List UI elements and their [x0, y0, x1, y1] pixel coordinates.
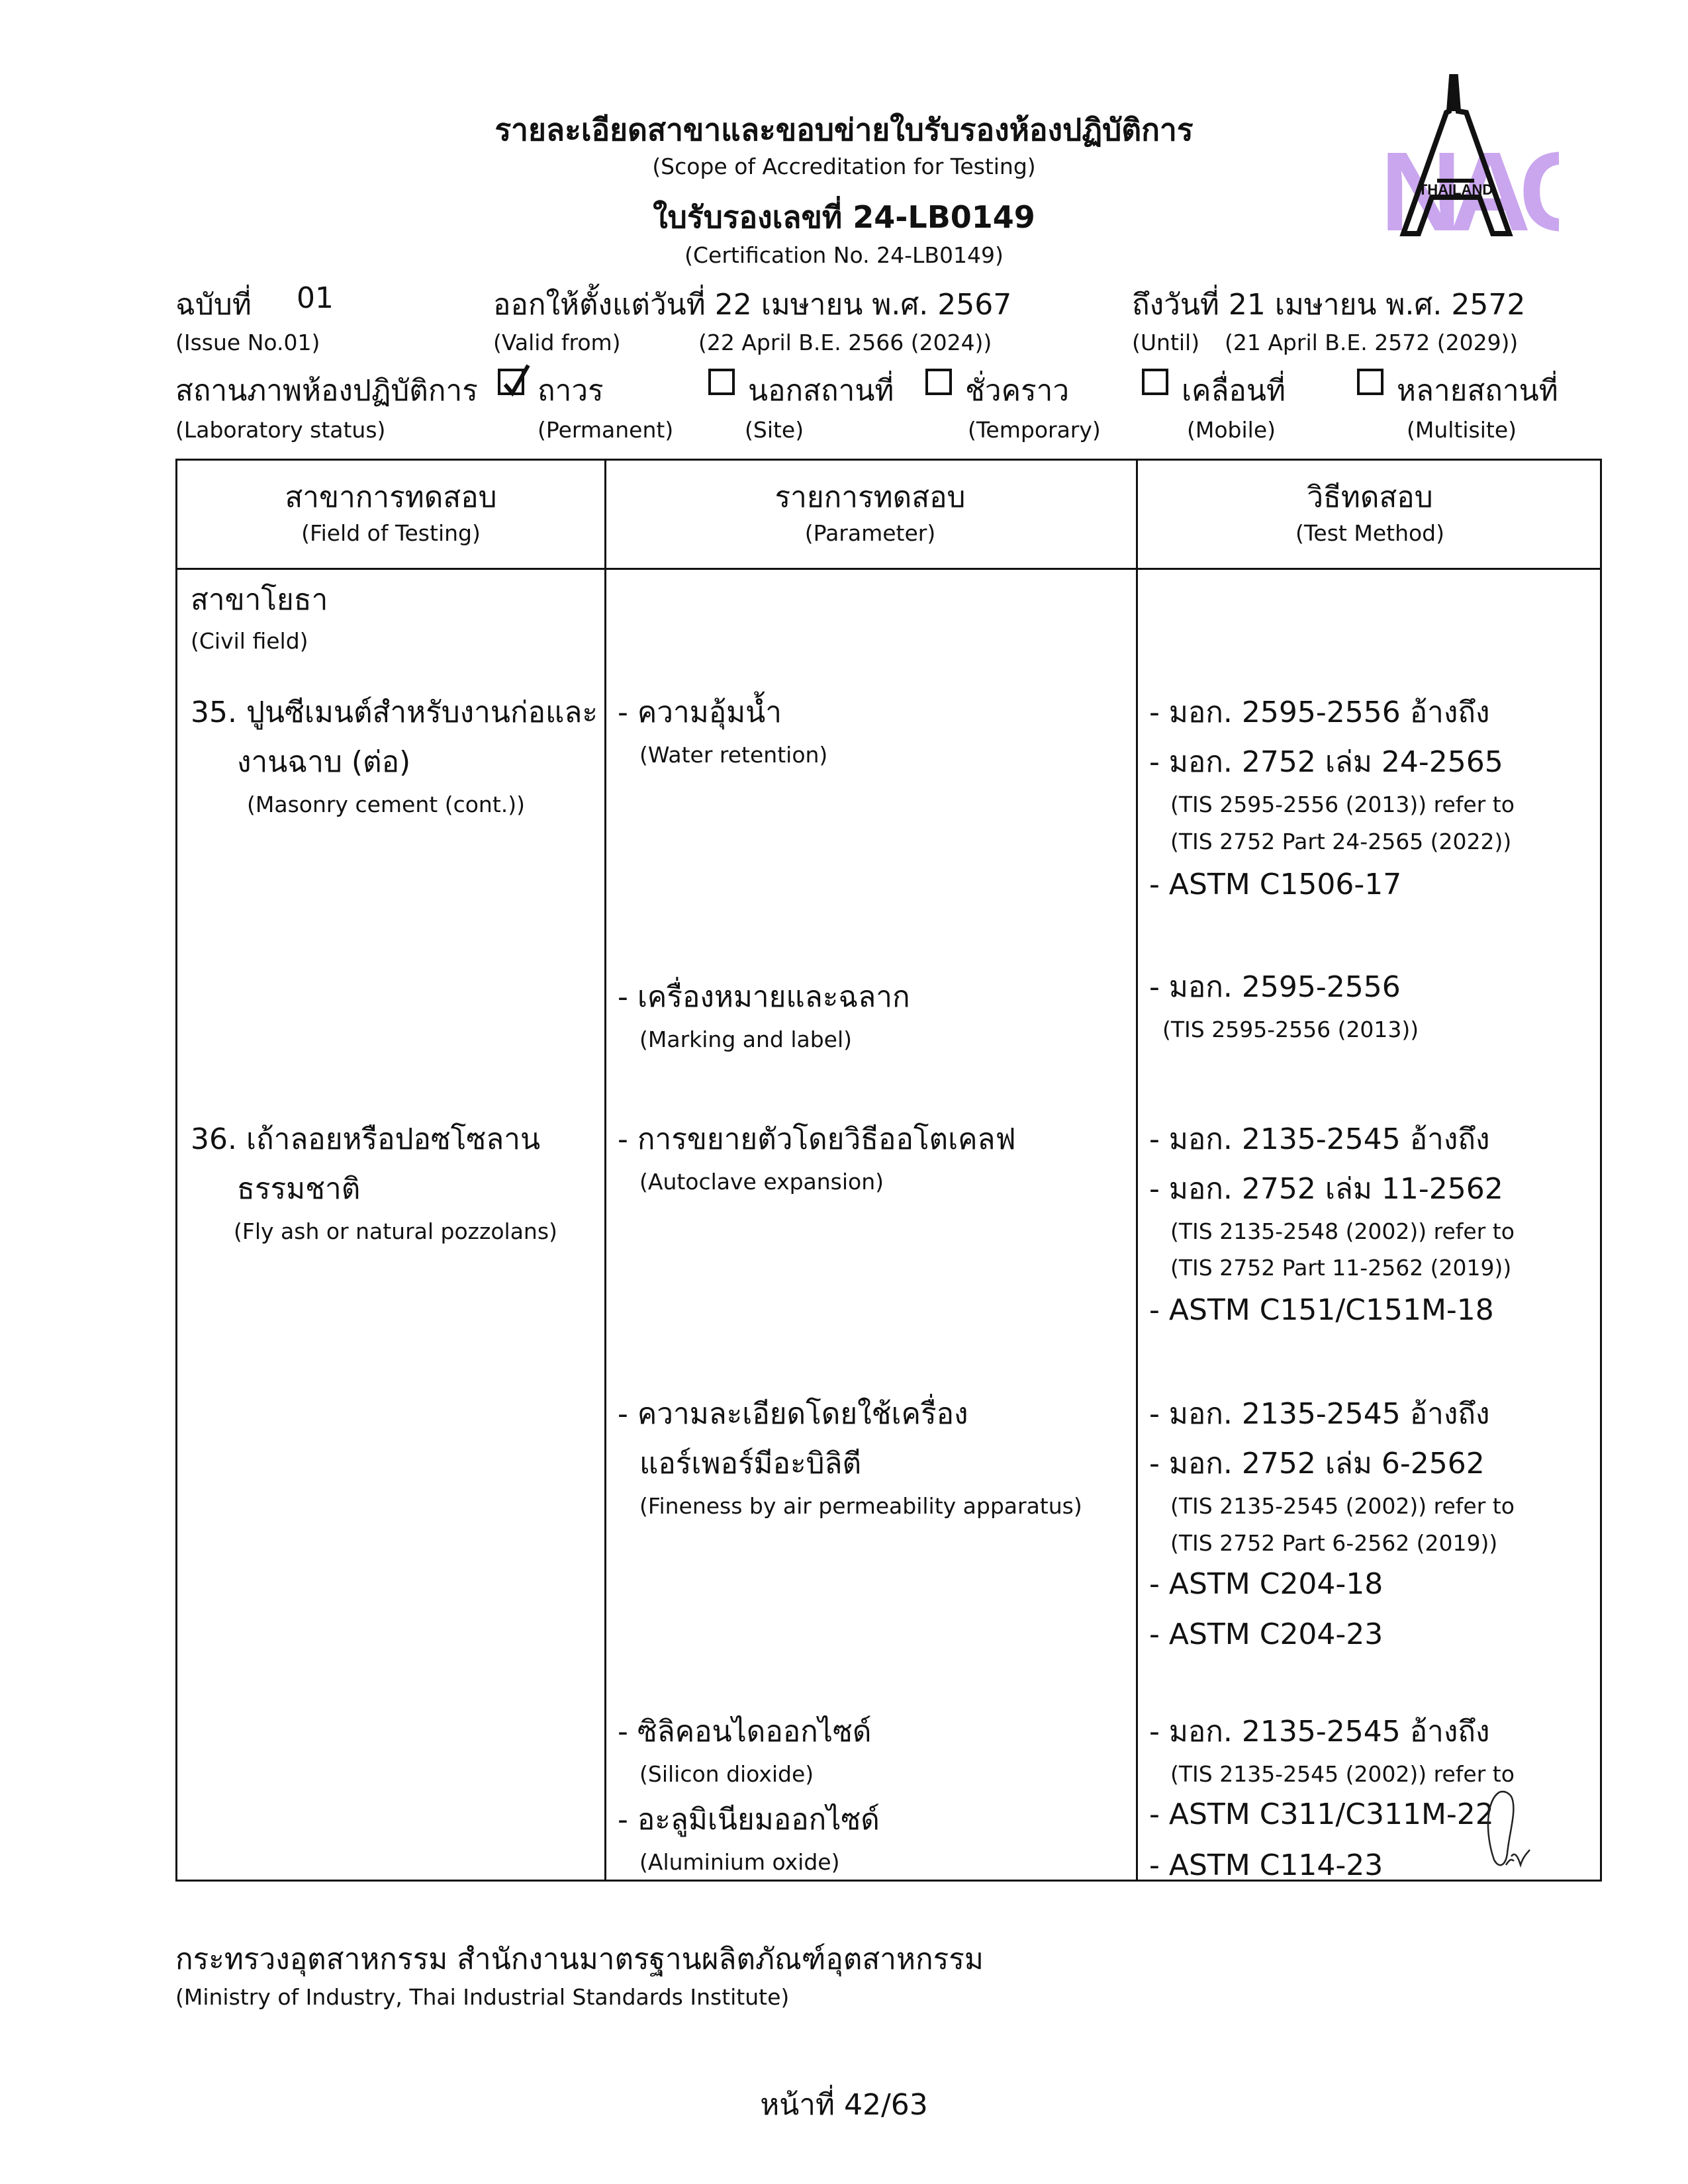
footer-ministry: กระทรวงอุตสาหกรรม สำนักงานมาตรฐานผลิตภัณฑ์อุตสาหกรรม — [175, 1942, 984, 1976]
column-divider — [1136, 461, 1138, 1880]
method-ref: (TIS 2752 Part 6-2562 (2019)) — [1170, 1530, 1498, 1556]
param-autoclave: - การขยายตัวโดยวิธีออโตเคลฟ — [618, 1122, 1016, 1156]
until-label-en: (Until) — [1132, 330, 1200, 355]
document-title-en: (Scope of Accreditation for Testing) — [652, 154, 1036, 179]
valid-from-label-en: (Valid from) — [493, 330, 621, 355]
valid-from-th: ออกให้ตั้งแต่วันที่ 22 เมษายน พ.ศ. 2567 — [493, 288, 1012, 322]
certificate-number-en: (Certification No. 24-LB0149) — [684, 242, 1004, 268]
check-icon — [502, 363, 535, 400]
header-field-en: (Field of Testing) — [301, 520, 481, 546]
item-35-title-en: (Masonry cement (cont.)) — [247, 792, 525, 817]
status-mobile: เคลื่อนที่ — [1182, 374, 1286, 408]
certificate-number: ใบรับรองเลขที่ 24-LB0149 — [653, 199, 1035, 235]
param-marking-label-en: (Marking and label) — [639, 1026, 853, 1052]
valid-from-en: (22 April B.E. 2566 (2024)) — [698, 330, 992, 355]
svg-text:NAC: NA — [1380, 129, 1519, 244]
mobile-checkbox[interactable] — [1142, 369, 1168, 395]
status-multisite: หลายสถานที่ — [1397, 374, 1558, 408]
status-permanent-en: (Permanent) — [538, 417, 674, 443]
until-th: ถึงวันที่ 21 เมษายน พ.ศ. 2572 — [1132, 288, 1526, 322]
param-fineness-en: (Fineness by air permeability apparatus) — [639, 1493, 1082, 1519]
method-ref: (TIS 2135-2545 (2002)) refer to — [1170, 1761, 1515, 1787]
method-ref: (TIS 2135-2548 (2002)) refer to — [1170, 1218, 1515, 1244]
issue-label-en: (Issue No.01) — [175, 330, 320, 355]
method-ref: (TIS 2595-2556 (2013)) — [1162, 1017, 1419, 1042]
permanent-checkbox[interactable] — [498, 369, 524, 395]
item-36-title-cont: ธรรมชาติ — [237, 1172, 361, 1206]
method-line: - ASTM C204-23 — [1149, 1617, 1383, 1651]
param-autoclave-en: (Autoclave expansion) — [639, 1169, 884, 1195]
status-multisite-en: (Multisite) — [1407, 417, 1517, 443]
method-line: - มอก. 2595-2556 อ้างถึง — [1149, 696, 1490, 729]
nac-thailand-logo — [1380, 71, 1559, 244]
column-divider — [604, 461, 606, 1880]
method-line: - ASTM C1506-17 — [1149, 868, 1402, 901]
item-35-title: 35. ปูนซีเมนต์สำหรับงานก่อและ — [191, 696, 598, 729]
method-line: - มอก. 2752 เล่ม 6-2562 — [1149, 1447, 1485, 1480]
method-line: - ASTM C204-18 — [1149, 1567, 1383, 1601]
method-line: - มอก. 2595-2556 — [1149, 970, 1401, 1004]
issue-number: 01 — [297, 281, 334, 315]
status-permanent: ถาวร — [538, 374, 604, 408]
until-en: (21 April B.E. 2572 (2029)) — [1225, 330, 1519, 355]
item-36-title: 36. เถ้าลอยหรือปอซโซลาน — [191, 1122, 541, 1156]
method-line: - ASTM C114-23 — [1149, 1848, 1383, 1882]
method-ref: (TIS 2752 Part 11-2562 (2019)) — [1170, 1255, 1512, 1281]
param-aluminium-oxide-en: (Aluminium oxide) — [639, 1849, 840, 1875]
param-fineness: - ความละเอียดโดยใช้เครื่อง — [618, 1397, 968, 1431]
status-mobile-en: (Mobile) — [1187, 417, 1276, 443]
method-line: - มอก. 2135-2545 อ้างถึง — [1149, 1715, 1490, 1749]
header-parameter: รายการทดสอบ — [774, 480, 966, 514]
page-number: หน้าที่ 42/63 — [760, 2088, 928, 2122]
param-marking-label: - เครื่องหมายและฉลาก — [618, 980, 910, 1014]
status-site: นอกสถานที่ — [748, 374, 894, 408]
method-line: - ASTM C311/C311M-22 — [1149, 1797, 1494, 1831]
svg-text:THAILAND: THAILAND — [1418, 181, 1493, 198]
site-checkbox[interactable] — [708, 369, 735, 395]
header-method: วิธีทดสอบ — [1307, 480, 1433, 514]
param-aluminium-oxide: - อะลูมิเนียมออกไซด์ — [618, 1803, 880, 1837]
method-line: - มอก. 2135-2545 อ้างถึง — [1149, 1397, 1490, 1431]
method-ref: (TIS 2595-2556 (2013)) refer to — [1170, 792, 1515, 817]
param-water-retention-en: (Water retention) — [639, 742, 828, 768]
header-method-en: (Test Method) — [1295, 520, 1444, 546]
header-field: สาขาการทดสอบ — [285, 480, 497, 514]
field-name: สาขาโยธา — [191, 583, 328, 617]
item-35-title-cont: งานฉาบ (ต่อ) — [237, 745, 411, 779]
method-ref: (TIS 2752 Part 24-2565 (2022)) — [1170, 829, 1512, 854]
header-parameter-en: (Parameter) — [804, 520, 936, 546]
method-line: - มอก. 2135-2545 อ้างถึง — [1149, 1122, 1490, 1156]
temporary-checkbox[interactable] — [925, 369, 952, 395]
status-site-en: (Site) — [745, 417, 804, 443]
multisite-checkbox[interactable] — [1357, 369, 1383, 395]
method-ref: (TIS 2135-2545 (2002)) refer to — [1170, 1493, 1515, 1519]
param-silicon-dioxide-en: (Silicon dioxide) — [639, 1761, 814, 1787]
lab-status-label: สถานภาพห้องปฏิบัติการ — [175, 374, 478, 408]
method-line: - ASTM C151/C151M-18 — [1149, 1293, 1494, 1327]
lab-status-label-en: (Laboratory status) — [175, 417, 386, 443]
header-divider — [177, 568, 1600, 570]
accreditation-table — [175, 459, 1602, 1882]
status-temporary-en: (Temporary) — [968, 417, 1101, 443]
param-silicon-dioxide: - ซิลิคอนไดออกไซด์ — [618, 1715, 872, 1749]
param-fineness-cont: แอร์เพอร์มีอะบิลิตี — [639, 1447, 862, 1480]
document-title: รายละเอียดสาขาและขอบข่ายใบรับรองห้องปฏิบัติการ — [494, 112, 1194, 148]
item-36-title-en: (Fly ash or natural pozzolans) — [234, 1218, 557, 1244]
issue-label: ฉบับที่ — [175, 288, 252, 322]
method-line: - มอก. 2752 เล่ม 11-2562 — [1149, 1172, 1503, 1206]
field-name-en: (Civil field) — [191, 628, 308, 654]
status-temporary: ชั่วคราว — [965, 374, 1070, 408]
footer-ministry-en: (Ministry of Industry, Thai Industrial Standards Institute) — [175, 1984, 790, 2010]
signature — [1479, 1787, 1559, 1873]
param-water-retention: - ความอุ้มน้ำ — [618, 696, 782, 729]
method-line: - มอก. 2752 เล่ม 24-2565 — [1149, 745, 1503, 779]
